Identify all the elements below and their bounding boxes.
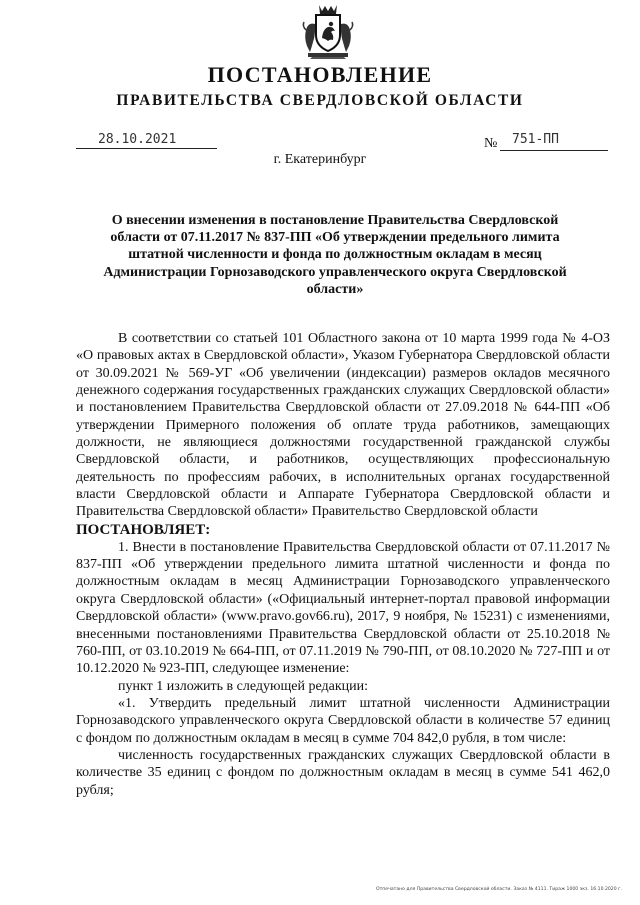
date-underline — [76, 148, 217, 149]
document-number: 751-ПП — [512, 132, 559, 147]
decree-heading: ПОСТАНОВЛЯЕТ: — [76, 521, 211, 538]
document-subject: О внесении изменения в постановление Правительства Свердловской области от 07.11.2017 № 837-ПП «Об утверждении предельного лимита штатной численности и фонда по должностным окладам в месяц Администрации Горнозаводского управленческого округа Свердловской области» — [103, 213, 567, 297]
quoted-paragraph: «1. Утвердить предельный лимит штатной численности Администрации Горнозаводского управленческого округа Свердловской области в количестве 57 единиц с фондом по должностным окладам в месяц в сумме 704 842,0 рубля, в том числе: — [76, 695, 610, 746]
preamble-paragraph: В соответствии со статьей 101 Областного закона от 10 марта 1999 года № 4-ОЗ «О правовых актах в Свердловской области», Указом Губернатора Свердловской области от 30.09.2021 № 569-УГ «Об увеличении (индексации) размеров окладов месячного денежного содержания государственных гражданских служащих Свердловской области» и постановлением Правительства Свердловской области от 27.09.2018 № 644-ПП «Об утверждении Примерного положения об оплате труда работников, замещающих должности, не являющиеся должностями государственной гражданской службы Свердловской области, и работников, осуществляющих профессиональную деятельность по профессиям рабочих, в исполнительных органах государственной власти Свердловской области и Аппарате Губернатора Свердловской области и Правительства Свердловской области» Правительство Свердловской области — [76, 331, 610, 520]
issuer-title: ПРАВИТЕЛЬСТВА СВЕРДЛОВСКОЙ ОБЛАСТИ — [116, 92, 524, 109]
item-1-paragraph: 1. Внести в постановление Правительства Свердловской области от 07.11.2017 № 837-ПП «Об утверждении предельного лимита штатной численности и фонда по должностным окладам в месяц Администрации Горнозаводского управленческого округа Свердловской области» («Официальный интернет-портал правовой информации Свердловской области» (www.pravo.gov66.ru), 2017, 9 ноября, № 15231) с изменениями, внесенными постановлениями Правительства Свердловской области от 25.10.2018 № 760-ПП, от 03.10.2019 № 664-ПП, от 07.11.2019 № 790-ПП, от 08.10.2020 № 727-ПП и от 10.12.2020 № 923-ПП, следующее изменение: — [76, 539, 610, 677]
item-1-subparagraph: пункт 1 изложить в следующей редакции: — [118, 678, 368, 694]
document-type-title: ПОСТАНОВЛЕНИЕ — [207, 62, 433, 87]
document-date: 28.10.2021 — [98, 132, 177, 147]
print-footer: Отпечатано для Правительства Свердловской области. Заказ № 4111. Тираж 1000 экз. 16.10.2020 г. — [376, 887, 622, 892]
coat-of-arms-icon — [300, 2, 356, 60]
number-underline — [500, 150, 608, 151]
number-sign: № — [484, 136, 498, 151]
city-line: г. Екатеринбург — [273, 152, 367, 167]
document-body — [76, 330, 610, 799]
quoted-paragraph-2: численность государственных гражданских служащих Свердловской области в количестве 35 единиц с фондом по должностным окладам в месяц в сумме 541 462,0 рубля; — [76, 747, 610, 798]
